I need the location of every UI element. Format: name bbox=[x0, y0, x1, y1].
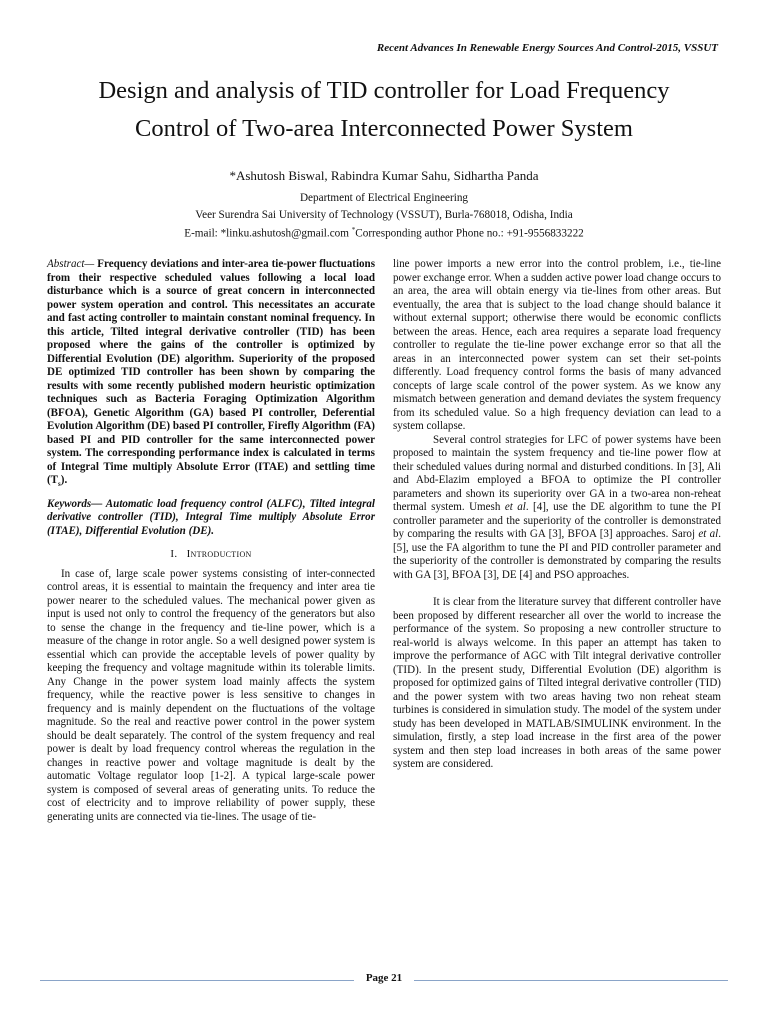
right-column bbox=[393, 258, 721, 772]
author-list: *Ashutosh Biswal, Rabindra Kumar Sahu, Sidhartha Panda bbox=[229, 168, 539, 183]
title-line-1: Design and analysis of TID controller for Load Frequency bbox=[98, 77, 670, 104]
para3-part-b: . [4], use the DE algorithm to tune the PI controller parameter and the superiority of the controller is demonstrated by comparing the results with GA [3], BFOA [3] approaches. Saroj bbox=[393, 501, 722, 540]
left-column bbox=[47, 258, 375, 824]
para3-part-c: . [5], use the FA algorithm to tune the PI and PID controller parameter and the superiority of the controller is demonstrated by comparing the results with GA [3], BFOA [3], DE [4] and PSO approaches. bbox=[393, 528, 721, 581]
contact-line bbox=[40, 226, 728, 240]
abstract bbox=[47, 258, 375, 492]
university: Veer Surendra Sai University of Technology (VSSUT), Burla-768018, Odisha, India bbox=[195, 209, 573, 221]
intro-paragraph-3 bbox=[393, 434, 721, 583]
et-al-1: et al bbox=[504, 501, 526, 513]
et-al-2: et al bbox=[698, 528, 719, 540]
intro-paragraph-2: line power imports a new error into the control problem, i.e., tie-line power exchange error. When a sudden active power load change occurs to an area, the area will obtain energy via tie-lines from other areas. But eventually, the area that is subject to the load change should balance it without external support; otherwise there would be economic conflicts between the areas. Hence, each area requires a separate load frequency controller to regulate the tie-line power exchange error so that all the areas in an interconnected power system can set their set-points differently. Load frequency control forms the basis of many advanced concepts of large scale control of the power system. As we know any mismatch between generation and demand deviates the system frequency from its scheduled value. So a high frequency deviation can lead to a system collapse. bbox=[393, 258, 721, 432]
keywords-label: Keywords— bbox=[47, 497, 103, 510]
abstract-end: ). bbox=[60, 474, 68, 486]
paper-title bbox=[40, 72, 728, 148]
intro-paragraph-4: It is clear from the literature survey that different controller have been proposed by different researcher all over the world to increase the performance of the system. So proposing a new controller structure to real-world is always welcome. In this paper an attempt has taken to improve the performance of AGC with Tilt integral derivative controller (TID). In the present study, Differential Evolution (DE) algorithm is proposed for optimized gains of Tilted integral derivative controller (TID) and the power system with two areas having two non reheat steam turbines is considered in simulation study. The model of the system under study has been developed in MATLAB/SIMULINK environment. In the simulation, firstly, a step load increase in the first area of the power system and then step load increases in both areas of the same power system are considered. bbox=[393, 596, 721, 770]
department: Department of Electrical Engineering bbox=[299, 192, 469, 204]
running-head: Recent Advances In Renewable Energy Sources And Control-2015, VSSUT bbox=[376, 42, 718, 54]
title-line-2: Control of Two-area Interconnected Power System bbox=[135, 115, 633, 142]
para3-part-a: Several control strategies for LFC of power systems have been proposed to maintain the system frequency and tie-line power flow at their scheduled values during normal and disturbed conditions. In [3], Ali and Abd-Elazim employed a BFOA to optimize the PI controller parameters and shown its superiority over GA in a two-area non-reheat thermal system. Umesh bbox=[393, 433, 721, 513]
section-number: I. bbox=[170, 548, 178, 561]
keywords bbox=[47, 498, 375, 539]
corresponding-star: * bbox=[351, 226, 356, 234]
corresponding-author: Corresponding author Phone no.: +91-9556833222 bbox=[355, 227, 584, 240]
abstract-text: Frequency deviations and inter-area tie-power fluctuations from their respective scheduled values following a local load disturbance which is a source of great concern in interconnected power system operation and control. This necessitates an accurate and fast acting controller to maintain constant nominal frequency. In this article, Tilted integral derivative controller (TID) has been proposed where the gains of the controller is optimized by Differential Evolution (DE) algorithm. Superiority of the proposed DE optimized TID controller has been shown by comparing the results with some recently published modern heuristic optimization techniques such as Bacteria Foraging Optimization Algorithm (BFOA), Genetic Algorithm (GA) based PI controller, Deferential Evolution Algorithm (DE) based PI controller, Firefly Algorithm (FA) based PI and PID controller for the same interconnected power system. The corresponding performance index is calculated in terms of Integral Time multiply Absolute Error (ITAE) and settling time (T bbox=[47, 258, 375, 486]
section-title: Introduction bbox=[186, 548, 252, 561]
email: E-mail: *linku.ashutosh@gmail.com bbox=[184, 227, 352, 240]
keywords-text: Automatic load frequency control (ALFC), Tilted integral derivative controller (TID), Integral Time multiply Absolute Error (ITAE), Differential Evolution (DE). bbox=[47, 497, 375, 537]
page-number: Page 21 bbox=[354, 972, 414, 984]
abstract-subscript: s bbox=[58, 480, 61, 489]
intro-paragraph-1: In case of, large scale power systems consisting of inter-connected control areas, it is essential to maintain the frequency and inter area tie power nearer to the scheduled values. The mechanical power given as input is used not only to control the frequency of the generators but also to sense the change in the frequency and tie-line power, which is a measure of the change in rotor angle. So a well designed power system is essential which can provide the acceptable levels of power quality by keeping the frequency and voltage magnitude within its tolerable limits. Any Change in the power system load mainly affects the system frequency, while the reactive power is less sensitive to changes in frequency and is mainly dependent on the fluctuations of the voltage magnitude. So the real and reactive power control in the power system should be dealt separately. The control of the system frequency and real power is dealt by load frequency control whereas the regulation in the changes in reactive power and voltage magnitude is dealt by the automatic Voltage regulator loop [1-2]. A typical large-scale power system is composed of several areas of generating units. To reduce the cost of electricity and to improve reliability of power supply, these generating units are connected via tie-lines. The usage of tie- bbox=[47, 567, 375, 823]
abstract-label: Abstract— bbox=[47, 258, 95, 270]
section-heading bbox=[47, 548, 375, 562]
